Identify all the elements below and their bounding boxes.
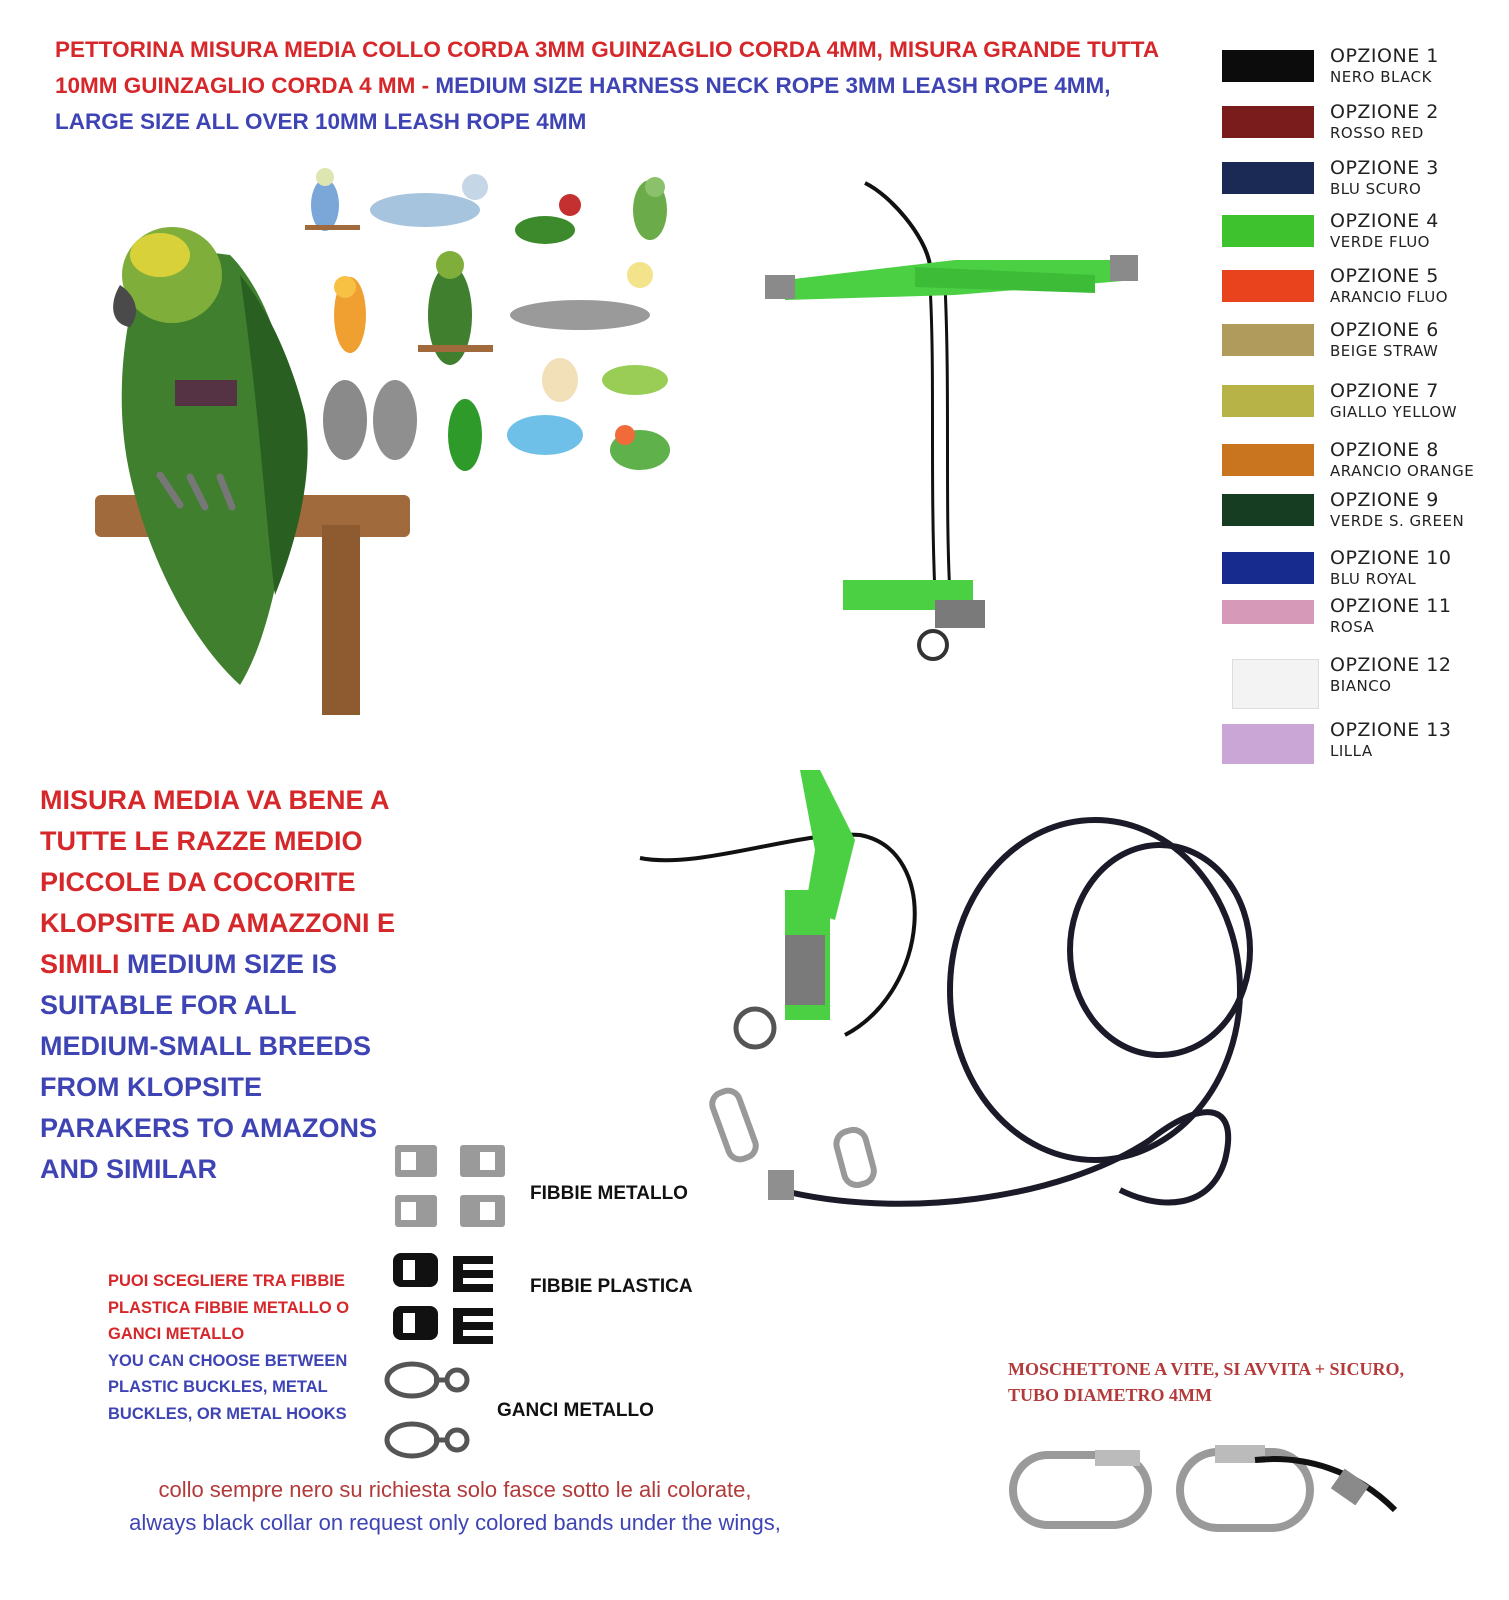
option-name: OPZIONE 13 <box>1330 719 1452 741</box>
buckle-choice-note-italian: PUOI SCEGLIERE TRA FIBBIE PLASTICA FIBBIE METALLO O GANCI METALLO <box>108 1272 350 1343</box>
color-swatch <box>1222 600 1314 624</box>
buckle-choice-note <box>108 1268 378 1427</box>
color-swatch <box>1222 444 1314 476</box>
harness-product-photo <box>765 175 1165 685</box>
color-option-9 <box>1222 489 1502 548</box>
option-color-label: BLU SCURO <box>1330 180 1422 198</box>
color-swatch <box>1222 385 1314 417</box>
color-option-4 <box>1222 210 1502 269</box>
option-color-label: VERDE FLUO <box>1330 233 1430 251</box>
option-name: OPZIONE 8 <box>1330 439 1439 461</box>
color-swatch <box>1222 50 1314 82</box>
color-option-2 <box>1222 101 1502 160</box>
option-name: OPZIONE 1 <box>1330 45 1439 67</box>
metal-buckle-icons <box>395 1140 515 1240</box>
color-swatch <box>1222 724 1314 764</box>
size-description-english: MEDIUM SIZE IS SUITABLE FOR ALL MEDIUM-SMALL BREEDS FROM KLOPSITE PARAKERS TO AMAZONS AND SIMILAR <box>40 949 378 1184</box>
color-swatch <box>1232 659 1319 709</box>
option-color-label: BIANCO <box>1330 677 1392 695</box>
color-swatch <box>1222 552 1314 584</box>
size-description <box>40 780 400 1190</box>
option-name: OPZIONE 12 <box>1330 654 1452 676</box>
plastic-buckle-icons <box>393 1248 513 1348</box>
metal-hooks-label: GANCI METALLO <box>497 1400 654 1421</box>
color-swatch <box>1222 494 1314 526</box>
color-swatch <box>1222 106 1314 138</box>
option-name: OPZIONE 6 <box>1330 319 1439 341</box>
option-name: OPZIONE 3 <box>1330 157 1439 179</box>
color-option-11 <box>1222 595 1502 654</box>
carabiner-note <box>1008 1356 1404 1408</box>
header-text-italian: PETTORINA MISURA MEDIA COLLO CORDA 3MM GUINZAGLIO CORDA 4MM, MISURA GRANDE TUTTA 10MM GUINZAGLIO CORDA 4 MM - <box>55 37 1159 98</box>
header-text-english: MEDIUM SIZE HARNESS NECK ROPE 3MM LEASH ROPE 4MM, LARGE SIZE ALL OVER 10MM LEASH ROPE 4MM <box>55 73 1111 134</box>
option-name: OPZIONE 2 <box>1330 101 1439 123</box>
option-color-label: VERDE S. GREEN <box>1330 512 1465 530</box>
color-swatch <box>1222 270 1314 302</box>
option-name: OPZIONE 11 <box>1330 595 1452 617</box>
buckle-choice-note-english: YOU CAN CHOOSE BETWEEN PLASTIC BUCKLES, METAL BUCKLES, OR METAL HOOKS <box>108 1351 348 1423</box>
color-option-5 <box>1222 265 1502 324</box>
color-swatch <box>1222 324 1314 356</box>
option-color-label: ROSA <box>1330 618 1375 636</box>
header-text <box>55 32 1165 140</box>
option-name: OPZIONE 9 <box>1330 489 1439 511</box>
color-option-12 <box>1222 654 1502 713</box>
screw-carabiner-photo <box>1005 1440 1405 1540</box>
option-color-label: BLU ROYAL <box>1330 570 1417 588</box>
color-option-1 <box>1222 45 1502 104</box>
option-name: OPZIONE 10 <box>1330 547 1452 569</box>
option-color-label: LILLA <box>1330 742 1373 760</box>
color-swatch <box>1222 215 1314 247</box>
option-color-label: ARANCIO FLUO <box>1330 288 1449 306</box>
option-name: OPZIONE 4 <box>1330 210 1439 232</box>
plastic-buckles-label: FIBBIE PLASTICA <box>530 1276 693 1297</box>
color-option-6 <box>1222 319 1502 378</box>
color-option-3 <box>1222 157 1502 216</box>
footer-line2: always black collar on request only colored bands under the wings, <box>129 1510 781 1535</box>
color-option-7 <box>1222 380 1502 439</box>
option-color-label: NERO BLACK <box>1330 68 1432 86</box>
option-color-label: BEIGE STRAW <box>1330 342 1439 360</box>
metal-hook-icons <box>382 1355 482 1465</box>
harness-leash-product-photo <box>640 770 1260 1330</box>
option-color-label: ROSSO RED <box>1330 124 1424 142</box>
footer-line1: collo sempre nero su richiesta solo fasce sotto le ali colorate, <box>158 1477 752 1502</box>
color-option-13 <box>1222 719 1502 778</box>
option-color-label: ARANCIO ORANGE <box>1330 462 1475 480</box>
parrot-species-collage <box>300 165 690 495</box>
color-swatch <box>1222 162 1314 194</box>
option-name: OPZIONE 7 <box>1330 380 1439 402</box>
metal-buckles-label: FIBBIE METALLO <box>530 1183 688 1204</box>
size-description-italian: MISURA MEDIA VA BENE A TUTTE LE RAZZE MEDIO PICCOLE DA COCORITE KLOPSITE AD AMAZZONI E SIMILI <box>40 785 395 979</box>
option-color-label: GIALLO YELLOW <box>1330 403 1458 421</box>
carabiner-note-line1: MOSCHETTONE A VITE, SI AVVITA + SICURO, <box>1008 1359 1405 1379</box>
carabiner-note-line2: TUBO DIAMETRO 4MM <box>1008 1385 1212 1405</box>
option-name: OPZIONE 5 <box>1330 265 1439 287</box>
